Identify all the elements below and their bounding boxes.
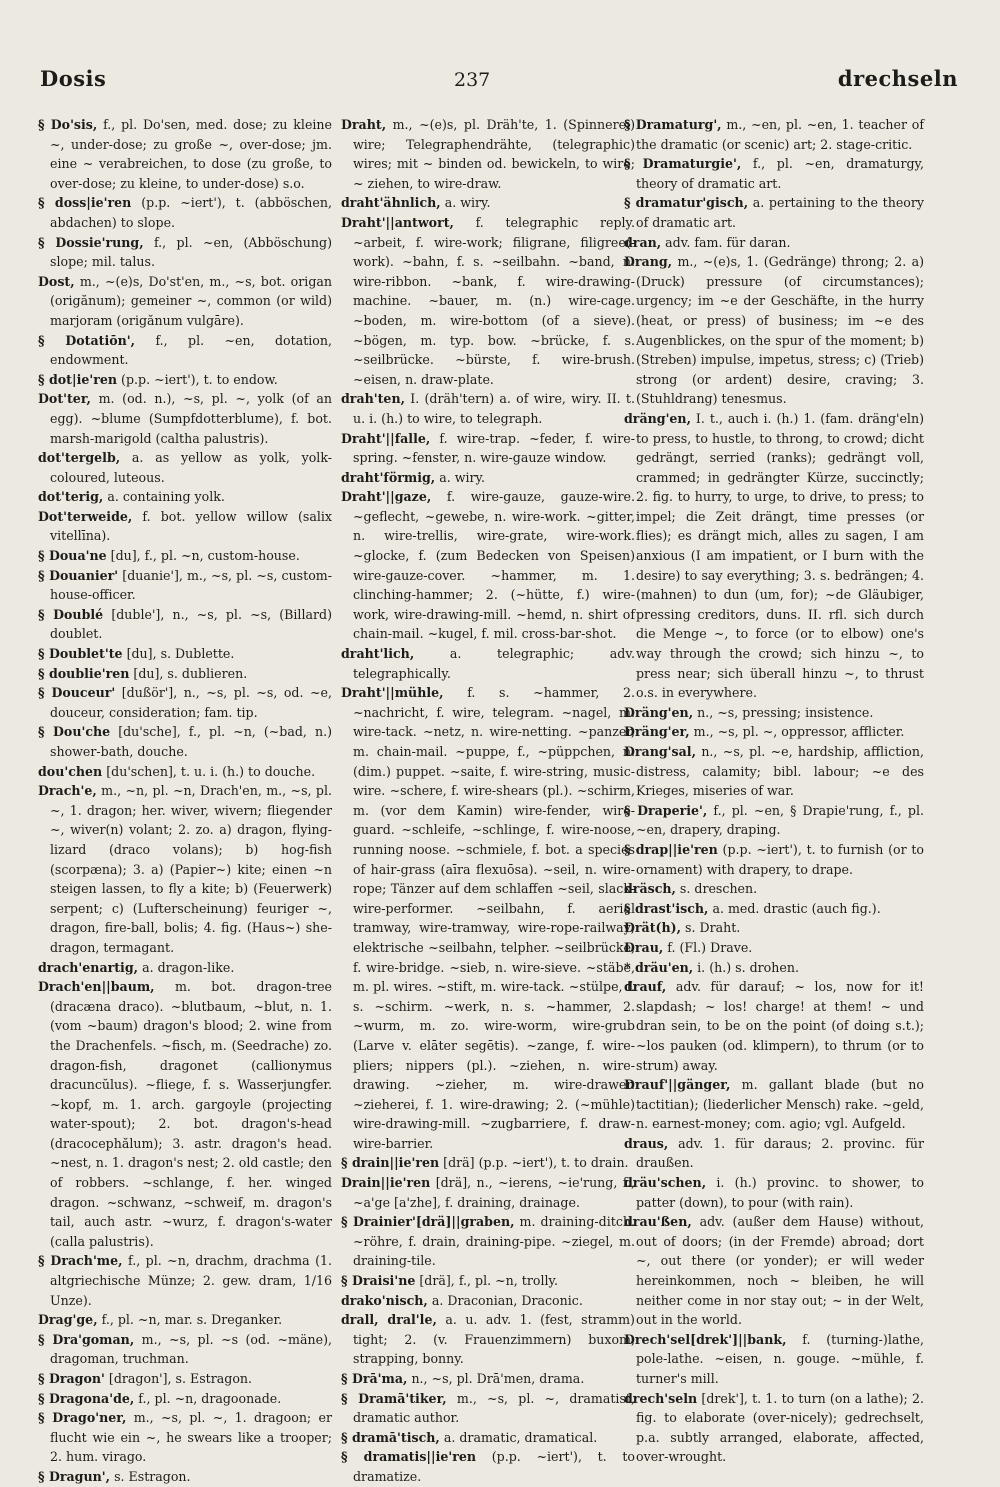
dictionary-entry [341,429,635,468]
entry-headword: Drag'ge, [38,1312,98,1328]
entry-definition: [duanie'], m., ~s, pl. ~s, custom-house-officer. [50,567,332,603]
dictionary-entry [341,213,635,389]
dictionary-entry [341,1153,635,1173]
entry-definition: a. dragon-like. [142,959,235,975]
dictionary-entry [624,154,924,193]
dictionary-entry [624,977,924,1075]
dictionary-column-1 [38,115,332,1484]
entry-definition: [duble'], n., ~s, pl. ~s, (Billard) doublet. [50,606,332,642]
entry-headword: Drach'e, [38,783,97,799]
dictionary-entry [341,1271,635,1291]
dictionary-entry [341,389,635,428]
dictionary-entry [341,644,635,683]
entry-definition: i. (h.) provinc. to shower, to patter (down), to pour (with rain). [636,1175,924,1210]
entry-definition: f., pl. ~en, § Drapie'rung, f., pl. ~en, drapery, draping. [636,802,924,838]
entry-definition: s. Draht. [685,920,741,936]
dictionary-entry [38,605,332,644]
dictionary-entry [624,1173,924,1212]
dictionary-entry [624,840,924,879]
entry-headword: § Dotatiōn', [38,332,136,348]
dictionary-entry [38,115,332,193]
dictionary-entry [624,958,924,978]
entry-headword: § Drā'ma, [341,1371,408,1386]
dictionary-entry [38,448,332,487]
entry-headword: Draht, [341,117,387,132]
dictionary-entry [38,331,332,370]
entry-headword: § Drainier'[drä]||graben, [341,1214,515,1230]
entry-headword: dräng'en, [624,410,691,426]
entry-definition: n., ~s, pl. ~e, hardship, affliction, distress, calamity; bibl. labour; ~e des Krieges, miseries of war. [636,744,924,799]
entry-definition: f. (turning-)lathe, pole-lathe. ~eisen, n. gouge. ~mühle, f. turner's mill. [636,1331,924,1386]
dictionary-entry [38,762,332,782]
dictionary-entry [38,1330,332,1369]
dictionary-column-3 [624,115,924,1465]
entry-definition: f., pl. Do'sen, med. dose; zu kleine ~, under-dose; zu große ~, over-dose; jm. eine ~ verabreichen, to dose (zu große, to over-dose; zu kleine, to under-dose) s.o. [50,117,332,191]
dictionary-entry [38,781,332,957]
entry-definition: s. dreschen. [679,881,758,897]
entry-headword: Drech'sel[drek']||bank, [624,1331,787,1347]
entry-headword: § Dramaturgie', [624,156,742,172]
entry-headword: § Dra'goman, [38,1331,135,1347]
entry-headword: § Douanier' [38,567,119,583]
entry-definition: a. pertaining to the theory of dramatic art. [636,195,924,230]
entry-definition: a. dramatic, dramatical. [443,1429,598,1445]
entry-headword: § Dragon' [38,1371,105,1386]
entry-headword: § Doublé [38,606,104,622]
entry-definition: I. (dräh'tern) a. of wire, wiry. II. t. u. i. (h.) to wire, to telegraph. [353,391,635,426]
entry-definition: a. telegraphic; adv. telegraphically. [353,646,635,681]
dictionary-entry [38,1310,332,1330]
dictionary-entry [624,193,924,232]
entry-definition: f. (Fl.) Drave. [667,939,753,955]
entry-definition: [drä] (p.p. ~iert'), t. to drain. [443,1155,629,1171]
entry-headword: § dot|ie'ren [38,371,118,387]
entry-headword: Drang'sal, [624,744,696,759]
dictionary-entry [38,193,332,232]
entry-headword: drauf, [624,979,667,995]
entry-headword: § Drago'ner, [38,1410,127,1426]
entry-headword: Dräng'er, [624,724,690,740]
entry-definition: f., pl. ~n, dragoonade. [138,1390,282,1406]
dictionary-entry [38,1408,332,1467]
entry-headword: § Dramaturg', [624,117,722,132]
dictionary-entry [341,1291,635,1311]
entry-definition: a. u. adv. 1. (fest, stramm) tight; 2. (v. Frauenzimmern) buxom, strapping, bonny. [353,1312,635,1367]
entry-definition: [du'schen], t. u. i. (h.) to douche. [106,763,316,779]
entry-headword: Drang, [624,254,673,270]
entry-headword: § doublie'ren [38,665,130,681]
entry-definition: f. bot. yellow willow (salix vitellīna). [50,508,332,544]
dictionary-entry [341,1447,635,1486]
entry-headword: dou'chen [38,763,103,779]
entry-headword: § drain||ie'ren [341,1155,440,1171]
entry-definition: m., ~(e)s, Do'st'en, m., ~s, bot. origan (origănum); gemeiner ~, common (or wild) marjoram (origănum vulgāre). [50,273,332,328]
entry-headword: § Dragun', [38,1468,111,1484]
entry-definition: [du], f., pl. ~n, custom-house. [110,548,300,564]
dictionary-entry [624,409,924,703]
entry-definition: (p.p. ~iert'), t. to dramatize. [353,1449,635,1484]
entry-headword: § dramatur'gisch, [624,195,749,211]
dictionary-entry [624,1075,924,1134]
dictionary-entry [38,272,332,331]
dictionary-entry [38,233,332,272]
entry-definition: adv. (außer dem Hause) without, out of doors; (in der Fremde) abroad; dort ~, out there (or yonder); er will weder hereinkommen, noch ~ bleiben, he will neither come in nor stay out; ~ in der Welt, out in the world. [636,1214,924,1328]
entry-headword: Dost, [38,273,75,289]
dictionary-entry [341,193,635,213]
entry-headword: § Dragona'de, [38,1390,135,1406]
dictionary-column-2 [341,115,635,1484]
dictionary-entry [38,1467,332,1487]
entry-headword: § Doua'ne [38,548,107,564]
entry-headword: Dot'ter, [38,391,91,407]
dictionary-entry [624,722,924,742]
entry-headword: § dramā'tisch, [341,1429,440,1445]
entry-definition: adv. für darauf; ~ los, now for it! slapdash; ~ los! charge! at them! ~ und dran sein, to be on the point (of doing s.t.); ~los pauken (od. klimpern), to thrum (or to strum) away. [636,979,924,1073]
entry-definition: m., ~s, pl. ~, dramatist, dramatic author. [353,1390,635,1426]
header-left-word: Dosis [40,66,107,91]
page-number: 237 [453,69,491,91]
dictionary-entry [38,664,332,684]
dictionary-entry [38,389,332,448]
entry-definition: i. (h.) s. drohen. [697,959,799,975]
entry-headword: § Dossie'rung, [38,234,144,250]
entry-headword: dot'terig, [38,489,104,505]
entry-headword: Dot'terweide, [38,508,133,524]
entry-headword: Drauf'||gänger, [624,1077,731,1093]
entry-headword: drach'enartig, [38,959,139,975]
entry-definition: f., pl. ~en, (Abböschung) slope; mil. talus. [50,234,332,270]
dictionary-entry [38,683,332,722]
entry-definition: m. gallant blade (but no tactitian); (liederlicher Mensch) rake. ~geld, n. earnest-money; com. agio; vgl. Aufgeld. [636,1077,924,1132]
entry-headword: draht'förmig, [341,469,436,485]
entry-definition: [du'sche], f., pl. ~n, (~bad, n.) shower-bath, douche. [50,724,332,759]
entry-definition: n., ~s, pressing; insistence. [697,704,874,720]
dictionary-entry [38,644,332,664]
dictionary-entry [38,566,332,605]
entry-definition: a. med. drastic (auch fig.). [712,900,881,916]
entry-definition: m., ~(e)s, pl. Dräh'te, 1. (Spinnerei) wire; Telegraphendrähte, (telegraphic) wires; mit ~ binden od. bewickeln, to wire; ~ ziehen, to wire-draw. [353,117,635,191]
entry-definition: [dußör'], n., ~s, pl. ~s, od. ~e, douceur, consideration; fam. tip. [50,685,332,720]
entry-definition: (p.p. ~iert'), t. to furnish (or to ornament) with drapery, to drape. [636,841,924,877]
entry-definition: a. containing yolk. [107,489,225,505]
entry-definition: (p.p. ~iert'), t. to endow. [121,371,278,387]
entry-headword: Dräng'en, [624,704,694,720]
entry-definition: f. telegraphic reply. ~arbeit, f. wire-work; filigrane, filigree(-work). ~bahn, f. s. ~seilbahn. ~band, n. wire-ribbon. ~bank, f. wire-drawing-machine. ~bauer, m. (n.) wire-cage. ~boden, m. wire-bottom (of a sieve). ~bögen, m. typ. bow. ~brücke, f. s. ~seilbrücke. ~bürste, f. wire-brush. ~eisen, n. draw-plate. [353,214,635,387]
dictionary-entry [624,1134,924,1173]
entry-headword: dräu'schen, [624,1175,707,1191]
entry-headword: drau'ßen, [624,1214,692,1230]
dictionary-entry [624,918,924,938]
entry-headword: § dramatis||ie'ren [341,1449,477,1465]
entry-definition: m. (od. n.), ~s, pl. ~, yolk (of an egg). ~blume (Sumpfdotterblume), f. bot. marsh-marigold (caltha palustris). [50,391,332,446]
entry-definition: f. wire-gauze, gauze-wire. ~geflecht, ~gewebe, n. wire-work. ~gitter, n. wire-trellis, wire-grate, wire-work. ~glocke, f. (zum Bedecken von Speisen) wire-gauze-cover. ~hammer, m. 1. clinching-hammer; 2. (~hütte, f.) wire-work, wire-drawing-mill. ~hemd, n. shirt of chain-mail. ~kugel, f. mil. cross-bar-shot. [353,489,635,642]
dictionary-entry [38,546,332,566]
dictionary-entry [624,938,924,958]
dictionary-entry [38,722,332,761]
entry-headword: dot'tergelb, [38,450,121,466]
entry-headword: Draht'||mühle, [341,685,444,701]
entry-headword: Drain||ie'ren [341,1175,431,1191]
entry-headword: § Do'sis, [38,117,98,132]
dictionary-entry [341,115,635,193]
entry-definition: f. wire-trap. ~feder, f. wire-spring. ~fenster, n. wire-gauze window. [353,430,635,466]
entry-headword: drako'nisch, [341,1292,428,1308]
entry-definition: adv. 1. für daraus; 2. provinc. für draußen. [636,1135,924,1171]
entry-headword: Draht'||gaze, [341,489,432,505]
entry-definition: m., ~en, pl. ~en, 1. teacher of the dramatic (or scenic) art; 2. stage-critic. [636,117,924,152]
entry-headword: draht'lich, [341,646,415,662]
dictionary-entry [624,703,924,723]
entry-definition: f., pl. ~n, drachm, drachma (1. altgriechische Münze; 2. gew. dram, 1/16 Unze). [50,1253,332,1308]
dictionary-entry [624,742,924,801]
entry-headword: § doss|ie'ren [38,195,132,211]
dictionary-entry [624,233,924,253]
dictionary-entry [624,115,924,154]
entry-headword: dräsch, [624,881,676,897]
dictionary-entry [624,899,924,919]
entry-headword: § Draperie', [624,802,708,818]
dictionary-entry [341,683,635,1153]
entry-definition: m., ~s, pl. ~, oppressor, afflicter. [693,724,905,740]
dictionary-entry [38,1251,332,1310]
entry-definition: [du], s. dublieren. [133,665,248,681]
entry-definition: adv. fam. für daran. [665,234,791,250]
entry-headword: § Dramā'tiker, [341,1390,447,1406]
header-right-word: drechseln [837,66,958,91]
entry-definition: m., ~n, pl. ~n, Drach'en, m., ~s, pl. ~, 1. dragon; her. wiver, wivern; fliegender ~, wiver(n) volant; 2. zo. a) dragon, flying-lizard (draco volans); b) hog-fish (scorpæna); 3. a) (Papier~) kite; einen ~n steigen lassen, to fly a kite; b) (Feuerwerk) serpent; c) (Lufterscheinung) feuriger ~, dragon, fire-ball, bolis; 4. fig. (Haus~) she-dragon, termagant. [50,783,332,955]
entry-definition: s. Estragon. [114,1468,191,1484]
entry-definition: m. draining-ditch. ~röhre, f. drain, draining-pipe. ~ziegel, m. draining-tile. [353,1214,635,1269]
dictionary-entry [341,1173,635,1212]
entry-headword: § Douceur' [38,685,116,701]
entry-headword: drech'seln [624,1390,698,1406]
entry-headword: drah'ten, [341,391,405,407]
entry-definition: m., ~(e)s, 1. (Gedränge) throng; 2. a) (Druck) pressure (of circumstances); urgency; im ~e der Geschäfte, in the hurry (heat, or press) of business; im ~e des Augenblickes, on the spur of the moment; b) (Streben) impulse, impetus, stress; c) (Trieb) strong (or ardent) desire, craving; 3. (Stuhldrang) tenesmus. [636,254,924,407]
dictionary-entry [38,1369,332,1389]
entry-headword: Draht'||falle, [341,430,431,446]
entry-headword: Drät(h), [624,920,681,936]
entry-headword: Drau, [624,939,664,955]
entry-definition: a. as yellow as yolk, yolk-coloured, luteous. [50,450,332,485]
entry-definition: [du], s. Dublette. [126,646,235,662]
dictionary-entry [341,1389,635,1428]
dictionary-entry [341,1310,635,1369]
entry-headword: dran, [624,234,662,250]
running-header [40,66,958,102]
entry-definition: a. Draconian, Draconic. [431,1292,583,1308]
entry-definition: a. wiry. [444,195,491,211]
entry-headword: drall, dral'le, [341,1312,437,1328]
dictionary-entry [624,252,924,409]
dictionary-entry [341,1428,635,1448]
entry-definition: f., pl. ~n, mar. s. Dreganker. [101,1312,283,1328]
entry-headword: § Draisi'ne [341,1273,416,1289]
dictionary-entry [624,879,924,899]
entry-headword: Drach'en||baum, [38,979,155,995]
dictionary-entry [38,507,332,546]
dictionary-entry [341,1212,635,1271]
entry-definition: [drä], f., pl. ~n, trolly. [419,1273,558,1289]
entry-headword: § Doublet'te [38,646,123,662]
dictionary-entry [341,468,635,488]
entry-headword: § Drach'me, [38,1253,123,1269]
dictionary-entry [38,977,332,1251]
entry-definition: I. t., auch i. (h.) 1. (fam. dräng'eln) to press, to hustle, to throng, to crowd; dicht gedrängt, serried (ranks); gedrängt voll, crammed; in gedrängter Kürze, succinctly; 2. fig. to hurry, to urge, to drive, to press; to impel; die Zeit drängt, time presses (or flies); es drängt mich, alles zu sagen, I am anxious (I am impatient, or I burn with the desire) to say everything; 3. s. bedrängen; 4. (mahnen) to dun (um, for); ~de Gläubiger, pressing creditors, duns. II. rfl. sich durch die Menge ~, to force (or to elbow) one's way through the crowd; sich hinzu ~, to press near; sich überall hinzu ~, to thrust o.s. in everywhere. [636,410,924,701]
entry-definition: n., ~s, pl. Drā'men, drama. [411,1371,585,1386]
entry-headword: § drap||ie'ren [624,841,718,857]
entry-headword: draht'ähnlich, [341,195,441,211]
entry-definition: [dragon'], s. Estragon. [108,1371,253,1386]
entry-definition: (p.p. ~iert'), t. (abböschen, abdachen) to slope. [50,195,332,230]
dictionary-entry [38,487,332,507]
entry-headword: draus, [624,1135,669,1151]
entry-definition: m., ~s, pl. ~, 1. dragoon; er flucht wie ein ~, he swears like a trooper; 2. hum. virago. [50,1410,332,1465]
dictionary-entry [624,1389,924,1467]
entry-definition: a. wiry. [439,469,485,485]
entry-definition: f., pl. ~en, dotation, endowment. [50,332,332,368]
dictionary-entry [38,1389,332,1409]
entry-definition: m., ~s, pl. ~s (od. ~mäne), dragoman, truchman. [50,1331,332,1367]
entry-headword: Draht'||antwort, [341,214,454,230]
entry-definition: f. s. ~hammer, 2. ~nachricht, f. wire, telegram. ~nagel, m. wire-tack. ~netz, n. wire-netting. ~panzer, m. chain-mail. ~puppe, f., ~püppchen, n. (dim.) puppet. ~saite, f. wire-string, music-wire. ~schere, f. wire-shears (pl.). ~schirm, m. (vor dem Kamin) wire-fender, wire-guard. ~schleife, ~schlinge, f. wire-noose, running noose. ~schmiele, f. bot. a species of hair-grass (aīra flexuōsa). ~seil, n. wire-rope; Tänzer auf dem schlaffen ~seil, slack-wire-performer. ~seilbahn, f. aerial tramway, wire-tramway, wire-rope-railway; elektrische ~seilbahn, telpher. ~seilbrücke, f. wire-bridge. ~sieb, n. wire-sieve. ~stäbe, m. pl. wires. ~stift, m. wire-tack. ~stülpe, f. s. ~schirm. ~werk, n. s. ~hammer, 2. ~wurm, m. zo. wire-worm, wire-grub (Larve v. elāter segētis). ~zange, f. wire-pliers; nippers (pl.). ~ziehen, n. wire-drawing. ~zieher, m. wire-drawer. ~zieherei, f. 1. wire-drawing; 2. (~mühle) wire-drawing-mill. ~zugbarriere, f. draw-wire-barrier. [353,685,635,1151]
dictionary-entry [624,801,924,840]
dictionary-entry [624,1212,924,1330]
dictionary-entry [341,487,635,644]
entry-headword: § drast'isch, [624,900,709,916]
dictionary-entry [38,370,332,390]
dictionary-entry [38,958,332,978]
dictionary-entry [341,1369,635,1389]
entry-headword: § Dou'che [38,724,111,740]
entry-definition: [drä], n., ~ierens, ~ie'rung, f., ~a'ge [a'zhe], f. draining, drainage. [353,1175,635,1210]
entry-definition: f., pl. ~en, dramaturgy, theory of dramatic art. [636,156,924,191]
entry-definition: m. bot. dragon-tree (dracæna draco). ~blutbaum, ~blut, n. 1. (vom ~baum) dragon's blood; 2. wine from the Drachenfels. ~fisch, m. (Seedrache) zo. dragon-fish, dragonet (callionymus dracuncŭlus). ~fliege, f. s. Wasserjungfer. ~kopf, m. 1. arch. gargoyle (projecting water-spout); 2. bot. dragon's-head (dracocephălum); 3. astr. dragon's head. ~nest, n. 1. dragon's nest; 2. old castle; den of robbers. ~schlange, f. her. winged dragon. ~schwanz, ~schweif, m. dragon's tail, auch astr. ~wurz, f. dragon's-water (calla palustris). [50,979,332,1249]
dictionary-entry [624,1330,924,1389]
entry-headword: * dräu'en, [624,959,694,975]
entry-definition: [drek'], t. 1. to turn (on a lathe); 2. fig. to elaborate (over-nicely); gedrechselt, p.a. subtly arranged, elaborate, affected, over-wrought. [636,1390,924,1465]
